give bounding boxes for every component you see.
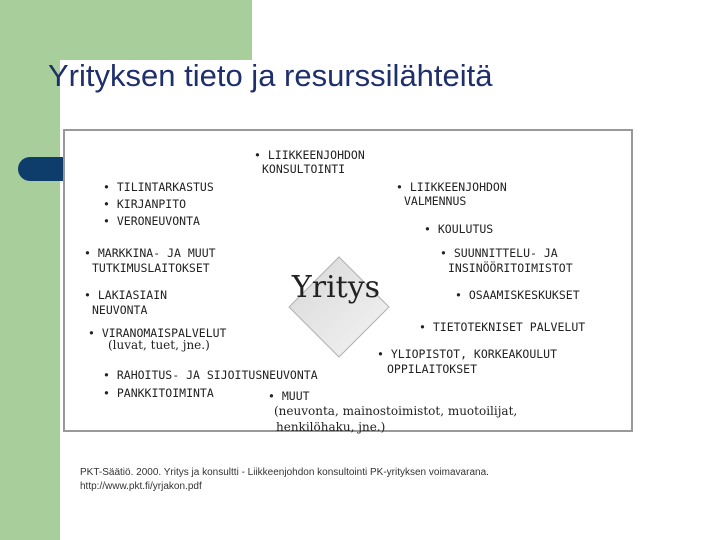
item-muut-note-line1: (neuvonta, mainostoimistot, muotoilijat,: [274, 404, 518, 418]
item-rahoitus: • RAHOITUS- JA SIJOITUSNEUVONTA: [103, 368, 318, 382]
citation-url: http://www.pkt.fi/yrjakon.pdf: [80, 481, 202, 492]
citation: [80, 466, 489, 494]
item-suunnittelu-line2: INSINÖÖRITOIMISTOT: [448, 261, 573, 275]
item-osaamiskeskukset: • OSAAMISKESKUKSET: [455, 288, 580, 302]
item-lakiasiain-line1: • LAKIASIAIN: [84, 288, 168, 302]
item-kirjanpito: • KIRJANPITO: [103, 197, 187, 211]
decor-green-block: [0, 0, 252, 60]
item-suunnittelu-line1: • SUUNNITTELU- JA: [440, 246, 558, 260]
item-yliopistot-line2: OPPILAITOKSET: [387, 362, 478, 376]
item-muut-note-line2: henkilöhaku, jne.): [276, 420, 386, 434]
item-koulutus: • KOULUTUS: [424, 222, 494, 236]
item-liikkeenjohdon-konsultointi-line2: KONSULTOINTI: [262, 162, 346, 176]
item-markkina-line1: • MARKKINA- JA MUUT: [84, 246, 216, 260]
item-yliopistot-line1: • YLIOPISTOT, KORKEAKOULUT: [377, 347, 558, 361]
item-liikkeenjohdon-valmennus-line2: VALMENNUS: [404, 194, 467, 208]
item-tilintarkastus: • TILINTARKASTUS: [103, 180, 214, 194]
item-veroneuvonta: • VERONEUVONTA: [103, 214, 200, 228]
citation-text: PKT-Säätiö. 2000. Yritys ja konsultti - Liikkeenjohdon konsultointi PK-yrityksen voimavarana.: [80, 467, 489, 478]
item-muut: • MUUT: [268, 389, 310, 403]
center-label: Yritys: [291, 270, 381, 305]
item-markkina-line2: TUTKIMUSLAITOKSET: [92, 261, 210, 275]
decor-green-bar: [0, 60, 60, 540]
item-tietotekniset-palvelut: • TIETOTEKNISET PALVELUT: [419, 320, 586, 334]
item-liikkeenjohdon-valmennus-line1: • LIIKKEENJOHDON: [396, 180, 507, 194]
item-lakiasiain-line2: NEUVONTA: [92, 303, 148, 317]
item-viranomaispalvelut: • VIRANOMAISPALVELUT: [88, 326, 227, 340]
item-pankkitoiminta: • PANKKITOIMINTA: [103, 386, 214, 400]
item-viranomaispalvelut-note: (luvat, tuet, jne.): [108, 338, 210, 352]
slide-title: Yrityksen tieto ja resurssilähteitä: [48, 58, 493, 93]
item-liikkeenjohdon-konsultointi-line1: • LIIKKEENJOHDON: [254, 148, 365, 162]
